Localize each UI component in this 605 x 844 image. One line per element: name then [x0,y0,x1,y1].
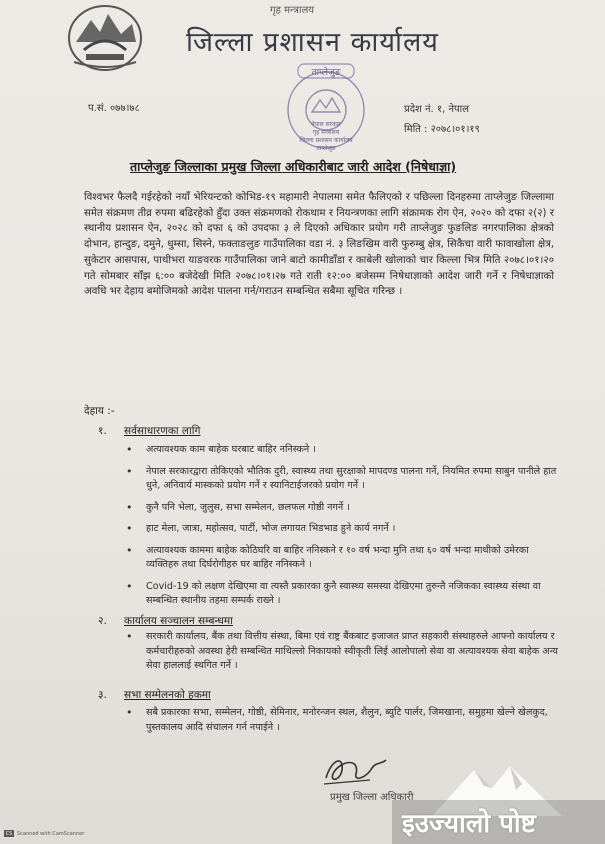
section-3-list [124,706,558,742]
seal-district: ताप्लेजुङ [311,68,341,78]
list-item: • अत्यावश्यक काममा बाहेक कोठिघरि वा बाहिर ननिस्कने र १० वर्ष भन्दा मुनि तथा ६० वर्ष भन्दा माथीको उमेरका व्यक्तिहरु तथा दिर्घरोगीहरु घर बाहिर ननिस्कने । [124,544,558,573]
section-title-3: ३. सभा सम्मेलनको हकमा [98,689,211,701]
province-label: प्रदेश नं. १, नेपाल [404,104,470,115]
reference-number: प.सं. ०७७।७८ [88,103,140,114]
office-seal-stamp [284,60,368,152]
issue-date: मिति : २०७८।०१।१९ [404,124,480,135]
list-item: • Covid-19 को लक्षण देखिएमा वा त्यस्तै प्रकारका कुनै स्वास्थ्य समस्या देखिएमा तुरुन्तै नजिकका स्वास्थ्य संस्था वा सम्बन्धित स्थानीय तहमा सम्पर्क राख्ने । [124,580,558,609]
brand-name: इउज्यालो पोष्ट [402,809,536,839]
svg-text:ताप्लेजुङ: ताप्लेजुङ [316,145,336,152]
ministry-name: गृह मन्त्रालय [270,5,315,16]
list-item: • अत्यावश्यक काम बाहेक घरबाट बाहिर ननिस्कने । [124,443,558,458]
signature-mark [320,748,390,788]
scanner-text: Scanned with CamScanner [17,830,85,837]
scanner-badge: CS [5,830,13,837]
dehay-label: देहाय :- [84,405,115,417]
list-item: • सबै प्रकारका सभा, सम्मेलन, गोष्ठी, सेमिनार, मनोरन्जन स्थल, शैलुन, ब्युटि पार्लर, जिमखाना, समुहमा खेल्ने खेलकुद, पुस्तकालय आदि संचालन गर्न नपाईने । [124,706,558,735]
scanner-watermark [4,830,84,837]
list-item: • हाट मेला, जात्रा, महोत्सव, पार्टी, भोज लगायत भिडभाड हुने कार्य नगर्ने । [124,522,558,537]
nepal-emblem-icon [66,2,144,72]
section-title-2: २. कार्यालय सञ्चालन सम्बन्धमा [98,615,233,627]
list-item: • नेपाल सरकारद्वारा तोकिएको भौतिक दुरी, स्वास्थ्य तथा सुरक्षाको मापदण्ड पालना गर्ने, नियमित रुपमा साबुन पानीले हात धुने, अनिवार्य मास्कको प्रयोग गर्ने र स्यानिटाईजरको प्रयोग गर्ने । [124,465,558,494]
list-item: • कुनै पनि भेला, जुलुस, सभा सम्मेलन, छलफल गोष्ठी नगर्ने । [124,501,558,516]
intro-paragraph: विश्वभर फैलदै गईरहेको नयाँ भेरियन्टको कोभिड-१९ महामारी नेपालमा समेत फैलिएको र पछिल्ला दिनहरुमा ताप्लेजुङ जिल्लामा समेत संक्रमण तीव्र रुपमा बढिरहेको हुँदा उक्त संक्रमणको रोकथाम र नियन्त्रणका लागि संक्रामक रोग ऐन, २०२० को दफा २(२) र स्थानीय प्रशासन ऐन, २०२८ को दफा ६ को उपदफा ३ ले दिएको अधिकार प्रयोग गरी ताप्लेजुङ फुङलिङ नगरपालिका क्षेत्रको दोभान, हान्दुङ, दमुने, धुम्सा, सिस्ने, फक्ताङलुङ गाउँपालिका वडा नं. ३ लिङखिम वारी फुरुम्बु क्षेत्र, सिकैचा वारी फावाखोला क्षेत्र, सुकेटार आसपास, पाथीभरा याङवरक गाउँपालिका जाने बाटो कामीडाँडा र काबेली खोलाको चार किल्ला भित्र मिति २०७८।०१।२० गते सोमबार साँझ ६:०० बजेदेखी मिति २०७८।०१।२७ गते राती १२:०० बजेसम्म निषेधाज्ञाको आदेश जारी गर्ने र निषेधाज्ञाको अवधि भर देहाय बमोजिमको आदेश पालना गर्न/गराउन सम्बन्धित सबैमा सूचित गरिन्छ । [84,192,554,298]
svg-text:गृह मन्त्रालय: गृह मन्त्रालय [312,129,340,136]
signer-title: प्रमुख जिल्ला अधिकारी [330,792,414,803]
list-item: • सरकारी कार्यालय, बैंक तथा वित्तीय संस्था, बिमा एवं राष्ट्र बैंकबाट इजाजत प्राप्त सहकारी संस्थाहरुले आफ्नो कार्यालय र कर्मचारीहरुको अवस्था हेरी सम्बन्धित माथिल्लो निकायको स्वीकृती लिई आलोपालो सेवा वा अत्यावश्यक सेवा बाहेक अन्य सेवा हाललाई स्थगित गर्ने । [124,630,558,674]
office-title: जिल्ला प्रशासन कार्यालय [186,27,439,58]
section-title-1: १. सर्वसाधारणका लागि [98,425,201,437]
order-heading: ताप्लेजुङ जिल्लाका प्रमुख जिल्ला अधिकारीबाट जारी आदेश (निषेधाज्ञा) [130,159,457,174]
section-2-list [124,630,558,681]
svg-text:जिल्ला प्रशासन कार्यालय: जिल्ला प्रशासन कार्यालय [299,137,353,144]
section-1-list [124,443,558,616]
svg-text:नेपाल सरकार: नेपाल सरकार [311,121,341,128]
